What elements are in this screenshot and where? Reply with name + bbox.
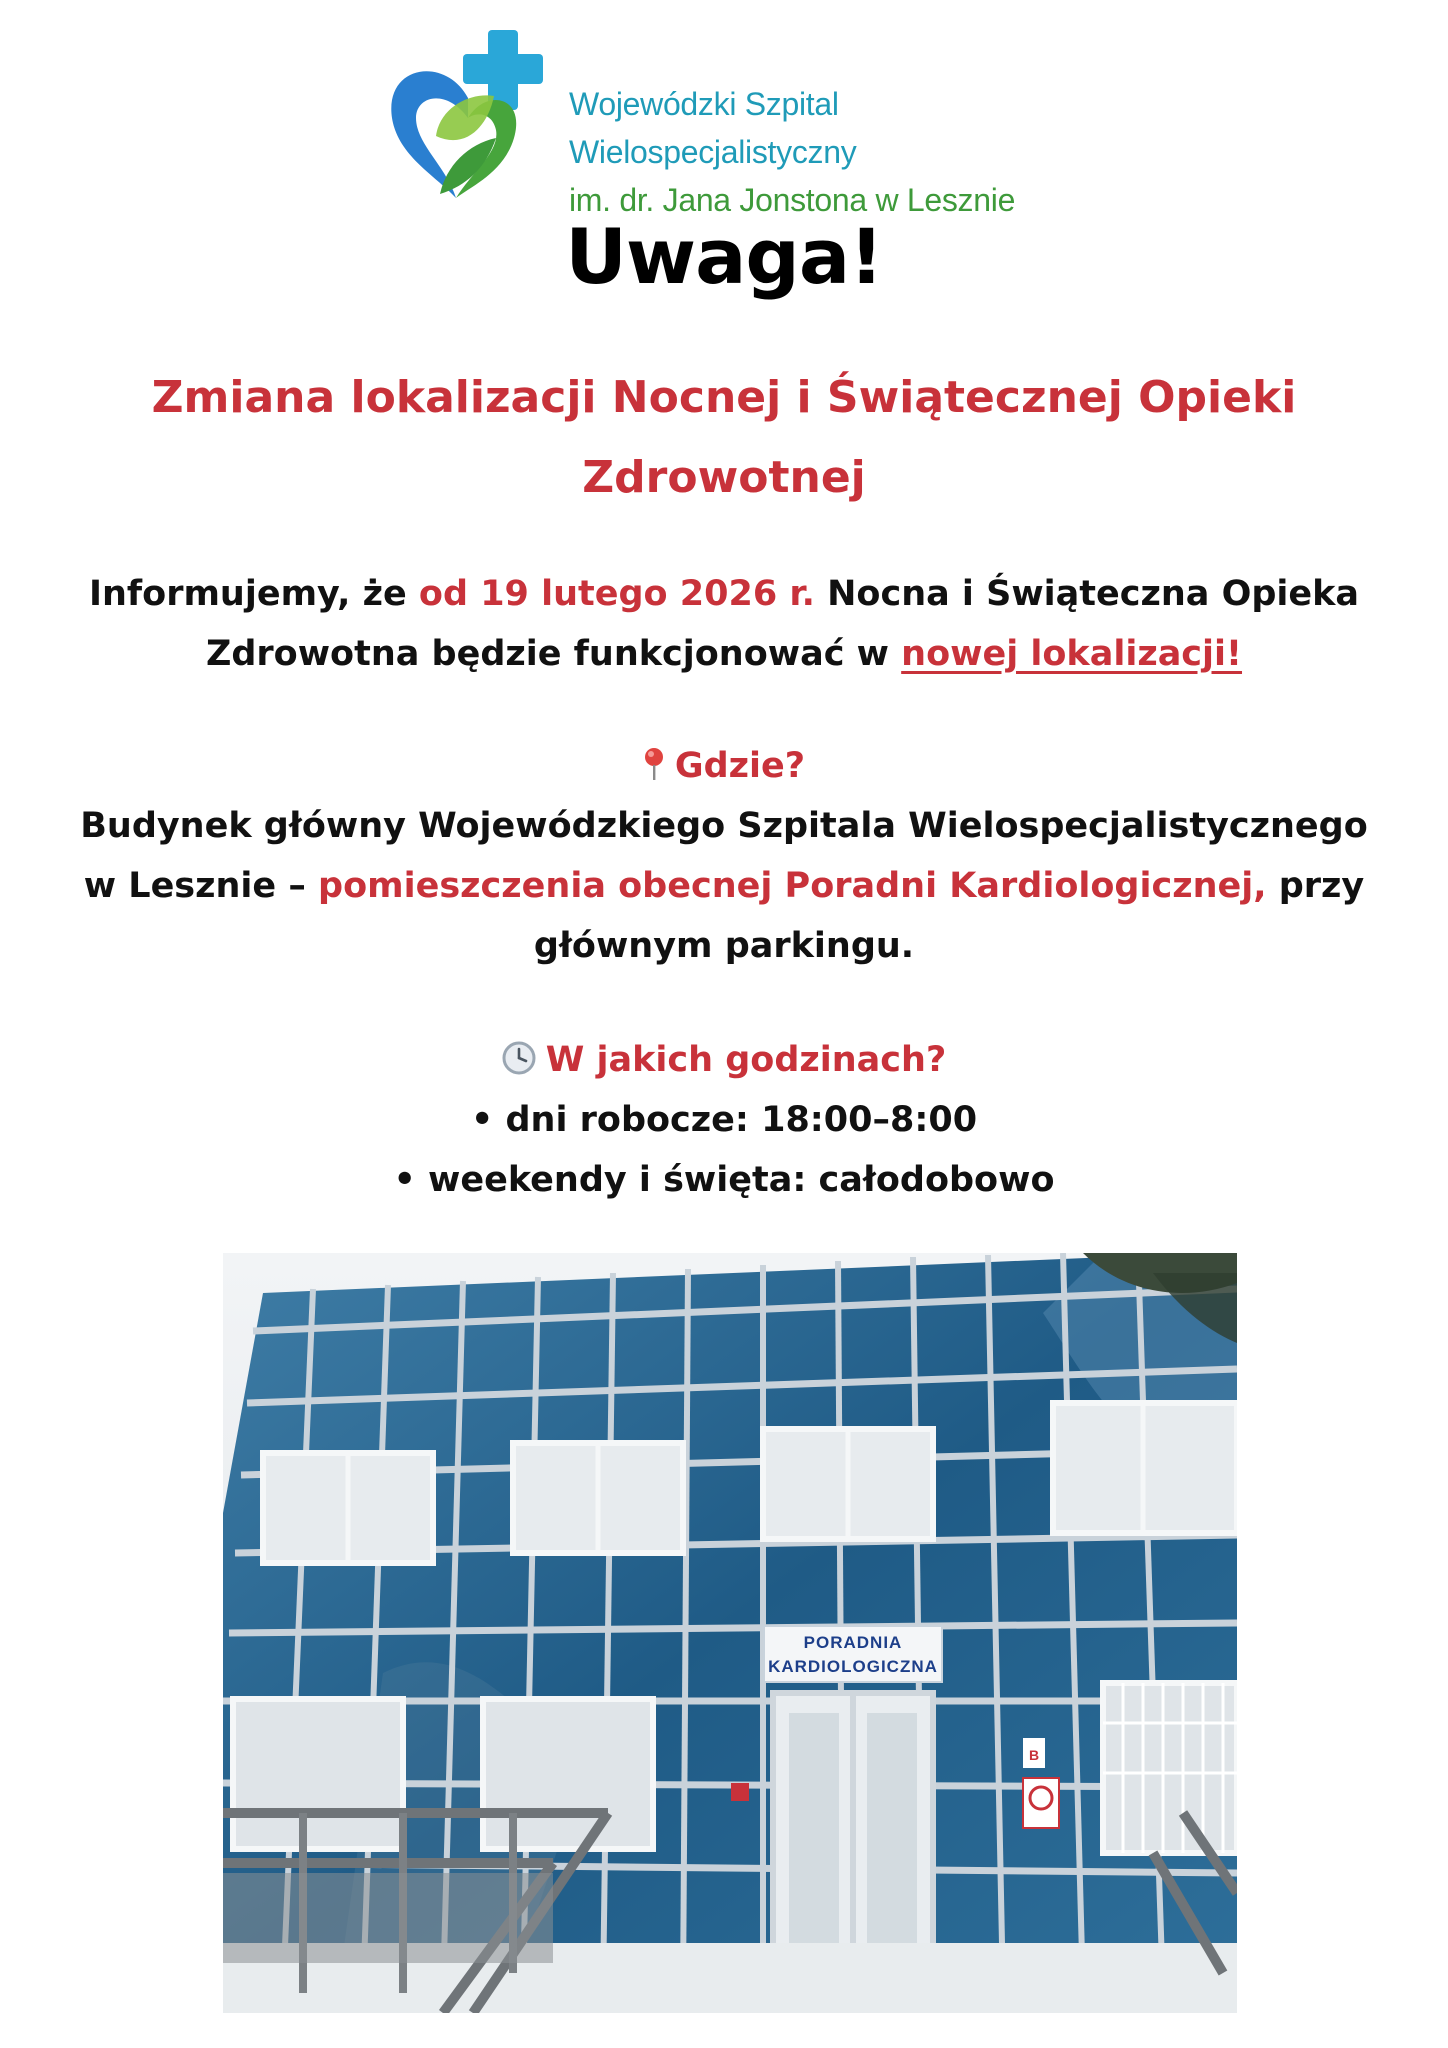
hours-weekends: • weekendy i święta: całodobowo: [393, 1160, 1055, 1200]
where-text-1: Budynek główny Wojewódzkiego Szpitala Wielospecjalistycznego w Lesznie –: [80, 806, 1368, 906]
when-heading-row: [60, 1030, 1388, 1090]
intro-date: od 19 lutego 2026 r.: [418, 574, 815, 614]
where-text-2: przy głównym parkingu.: [533, 866, 1365, 966]
where-section: [60, 736, 1388, 976]
intro-new-location: nowej lokalizacji!: [901, 634, 1243, 674]
heart-cross-logo-icon: [376, 26, 560, 206]
page-title: Uwaga!: [565, 212, 883, 301]
clinic-sign-line1: PORADNIA: [803, 1633, 903, 1652]
intro-text-1: Informujemy, że: [88, 574, 419, 614]
hospital-name-line2: im. dr. Jana Jonstona w Lesznie: [569, 182, 1016, 218]
where-highlight: pomieszczenia obecnej Poradni Kardiologicznej,: [318, 866, 1267, 906]
page-subtitle: Zmiana lokalizacji Nocnej i Świątecznej Opieki Zdrowotnej: [151, 372, 1297, 503]
hospital-name: [569, 80, 1096, 224]
building-photo: [223, 1253, 1237, 2013]
where-text: [60, 796, 1388, 976]
hospital-name-line1: Wojewódzki Szpital Wielospecjalistyczny: [569, 86, 857, 170]
header: [376, 26, 1096, 218]
building-illustration: [223, 1253, 1237, 2013]
pin-icon: [643, 747, 665, 781]
hours-weekdays: • dni robocze: 18:00–8:00: [470, 1100, 978, 1140]
where-heading-row: [60, 736, 1388, 796]
clock-icon: [502, 1041, 536, 1075]
intro-text-2: Nocna i Świąteczna Opieka Zdrowotna będzie funkcjonować w: [205, 574, 1360, 674]
clinic-sign: [763, 1625, 943, 1683]
clinic-sign-line2: KARDIOLOGICZNA: [768, 1657, 938, 1676]
when-heading: W jakich godzinach?: [545, 1040, 947, 1080]
door-label: B: [1028, 1747, 1040, 1763]
intro-paragraph: [60, 564, 1388, 684]
when-section: [60, 1030, 1388, 1210]
where-heading: Gdzie?: [674, 746, 806, 786]
